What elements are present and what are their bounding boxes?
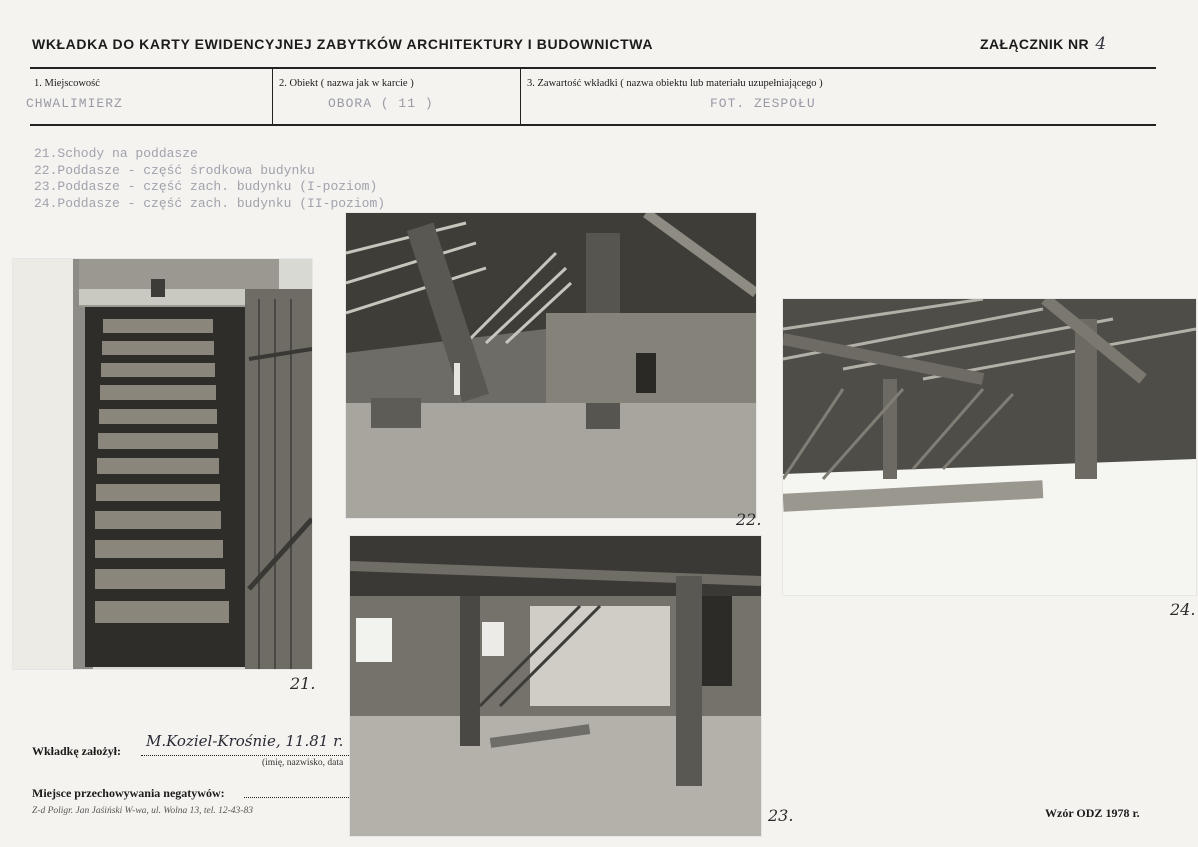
annex-label-text: ZAŁĄCZNIK NR	[980, 36, 1090, 52]
storage-dotted-line	[244, 797, 349, 798]
printer-imprint: Z-d Poligr. Jan Jaśiński W-wa, ul. Wolna 13, tel. 12-43-83	[32, 806, 253, 816]
header-bottom-rule	[30, 124, 1156, 126]
locality-value: CHWALIMIERZ	[26, 96, 123, 111]
photo-attic-level-1	[349, 535, 762, 837]
form-number: Wzór ODZ 1978 r.	[1045, 806, 1140, 820]
author-hint: (imię, nazwisko, data	[262, 758, 344, 768]
contents-value: FOT. ZESPOŁU	[710, 96, 816, 111]
object-value: OBORA ( 11 )	[328, 96, 434, 111]
photo-attic-level-2	[782, 298, 1197, 596]
photo-number-22: 22.	[736, 510, 762, 529]
caption-item: 22.Poddasze - część środkowa budynku	[34, 162, 315, 178]
header-top-rule	[30, 67, 1156, 69]
annex-label	[980, 34, 1107, 54]
caption-item: 23.Poddasze - część zach. budynku (I-poziom)	[34, 179, 378, 194]
photo-number-24: 24.	[1170, 600, 1196, 619]
author-dotted-line	[141, 755, 349, 756]
annex-number: 4	[1095, 34, 1107, 54]
field-divider-2	[520, 68, 521, 124]
field-divider-1	[272, 68, 273, 124]
locality-label: 1. Miejscowość	[34, 78, 100, 89]
photo-caption-list	[34, 146, 385, 212]
storage-label: Miejsce przechowywania negatywów:	[32, 786, 225, 800]
author-label: Wkładkę założył:	[32, 744, 121, 758]
caption-item: 24.Poddasze - część zach. budynku (II-poziom)	[34, 195, 386, 211]
photo-attic-center	[345, 212, 757, 519]
photo-number-23: 23.	[768, 806, 794, 825]
photo-number-21: 21.	[290, 674, 316, 693]
object-label: 2. Obiekt ( nazwa jak w karcie )	[279, 78, 414, 89]
photo-staircase	[12, 258, 313, 670]
card-title: WKŁADKA DO KARTY EWIDENCYJNEJ ZABYTKÓW ARCHITEKTURY I BUDOWNICTWA	[32, 36, 654, 52]
caption-item: 21.Schody na poddasze	[34, 146, 198, 161]
author-signature: M.Koziel-Krośnie, 11.81 r.	[146, 732, 344, 750]
contents-label: 3. Zawartość wkładki ( nazwa obiektu lub materiału uzupełniającego )	[527, 78, 823, 89]
